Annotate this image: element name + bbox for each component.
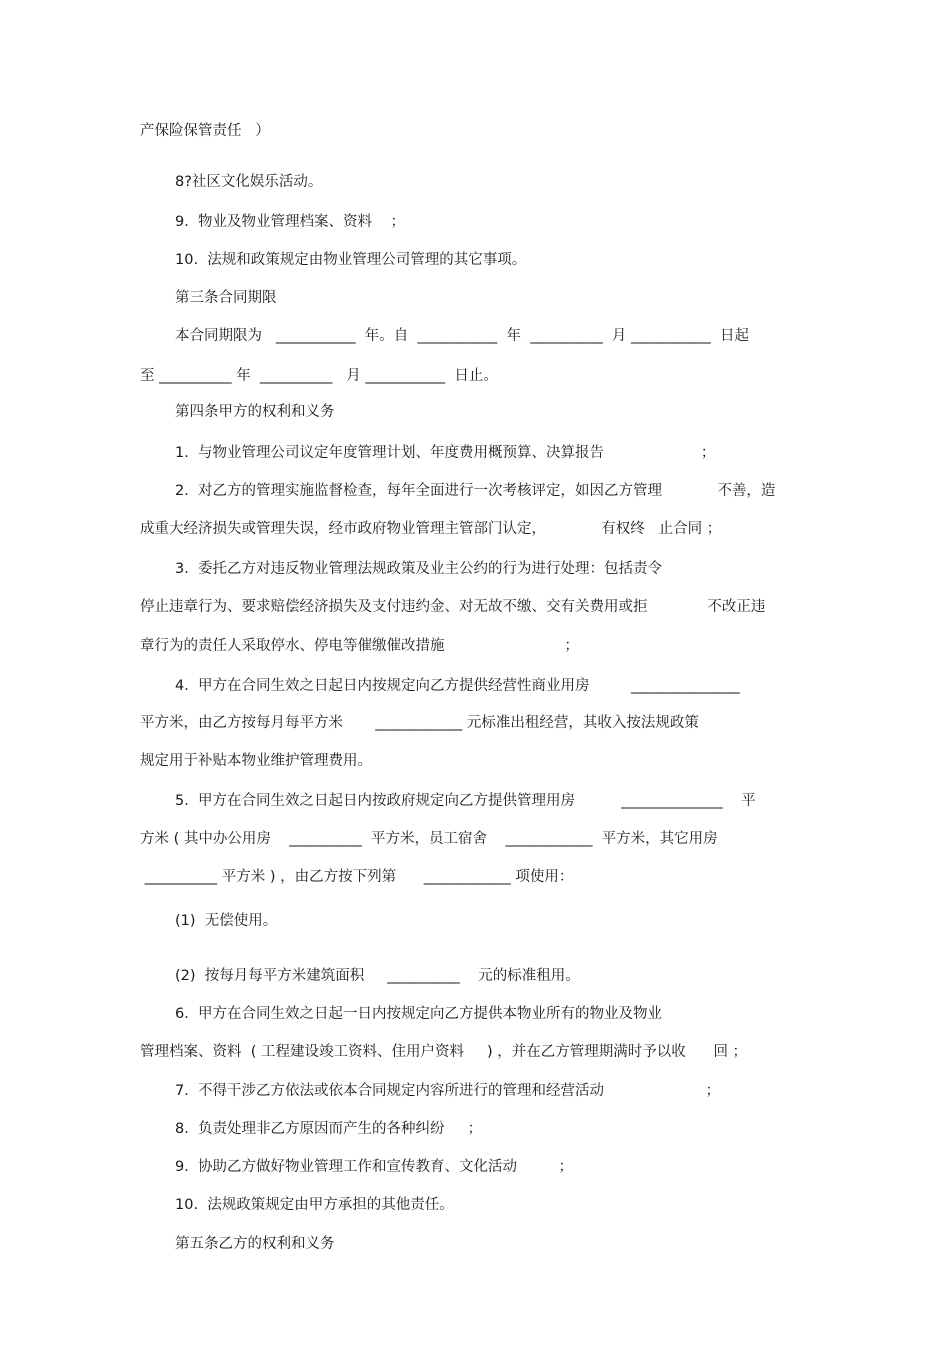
text-line: 5. 甲方在合同生效之日起日内按政府规定向乙方提供管理用房 ______________ 平 [175,793,756,809]
text-line: 停止违章行为、要求赔偿经济损失及支付违约金、对无故不缴、交有关费用或拒 不改正违 [140,599,766,615]
text-line: 1. 与物业管理公司议定年度管理计划、年度费用概预算、决算报告 ； [175,445,716,461]
text-line: 8?社区文化娱乐活动。 [175,174,323,190]
list-item: (2) 按每月每平方米建筑面积 __________ 元的标准租用。 [175,968,580,984]
text-line: 方米 ( 其中办公用房 __________ 平方米，员工宿舍 ____________ 平方米，其它用房 [140,831,718,847]
section-heading: 第三条合同期限 [175,290,277,306]
text-line: 10. 法规和政策规定由物业管理公司管理的其它事项。 [175,252,527,268]
text-line: 平方米，由乙方按每月每平方米 ____________ 元标准出租经营，其收入按法规政策 [140,715,699,731]
text-line: 章行为的责任人采取停水、停电等催缴催改措施 ； [140,638,579,654]
text-line: 本合同期限为 ___________ 年。自 ___________ 年 __________ 月 ___________ 日起 [175,328,749,344]
text-line: 7. 不得干涉乙方依法或依本合同规定内容所进行的管理和经营活动 ； [175,1083,720,1099]
text-line: 8. 负责处理非乙方原因而产生的各种纠纷 ； [175,1121,483,1137]
text-line: 2. 对乙方的管理实施监督检查，每年全面进行一次考核评定，如因乙方管理 不善，造 [175,483,776,499]
text-line: 成重大经济损失或管理失误，经市政府物业管理主管部门认定， 有权终 止合同 ； [140,521,722,537]
text-line: 10. 法规政策规定由甲方承担的其他责任。 [175,1197,454,1213]
text-line: 4. 甲方在合同生效之日起日内按规定向乙方提供经营性商业用房 _______________ [175,678,740,694]
list-item: (1) 无偿使用。 [175,913,278,929]
text-line: 6. 甲方在合同生效之日起一日内按规定向乙方提供本物业所有的物业及物业 [175,1006,663,1022]
section-heading: 第四条甲方的权利和义务 [175,404,335,420]
text-line: 管理档案、资料 ( 工程建设竣工资料、住用户资料 ) ，并在乙方管理期满时予以收 回 ； [140,1044,748,1060]
text-line: __________ 平方米 ) ，由乙方按下列第 ____________ 项使用： [140,869,574,885]
text-line: 至 __________ 年 __________ 月 ___________ 日止。 [140,368,498,384]
text-line: 规定用于补贴本物业维护管理费用。 [140,753,372,769]
text-line: 3. 委托乙方对违反物业管理法规政策及业主公约的行为进行处理：包括责令 [175,561,663,577]
section-heading: 第五条乙方的权利和义务 [175,1236,335,1252]
text-line: 产保险保管责任 ） [140,123,270,139]
text-line: 9. 协助乙方做好物业管理工作和宣传教育、文化活动 ； [175,1159,574,1175]
text-line: 9. 物业及物业管理档案、资料 ； [175,214,405,230]
